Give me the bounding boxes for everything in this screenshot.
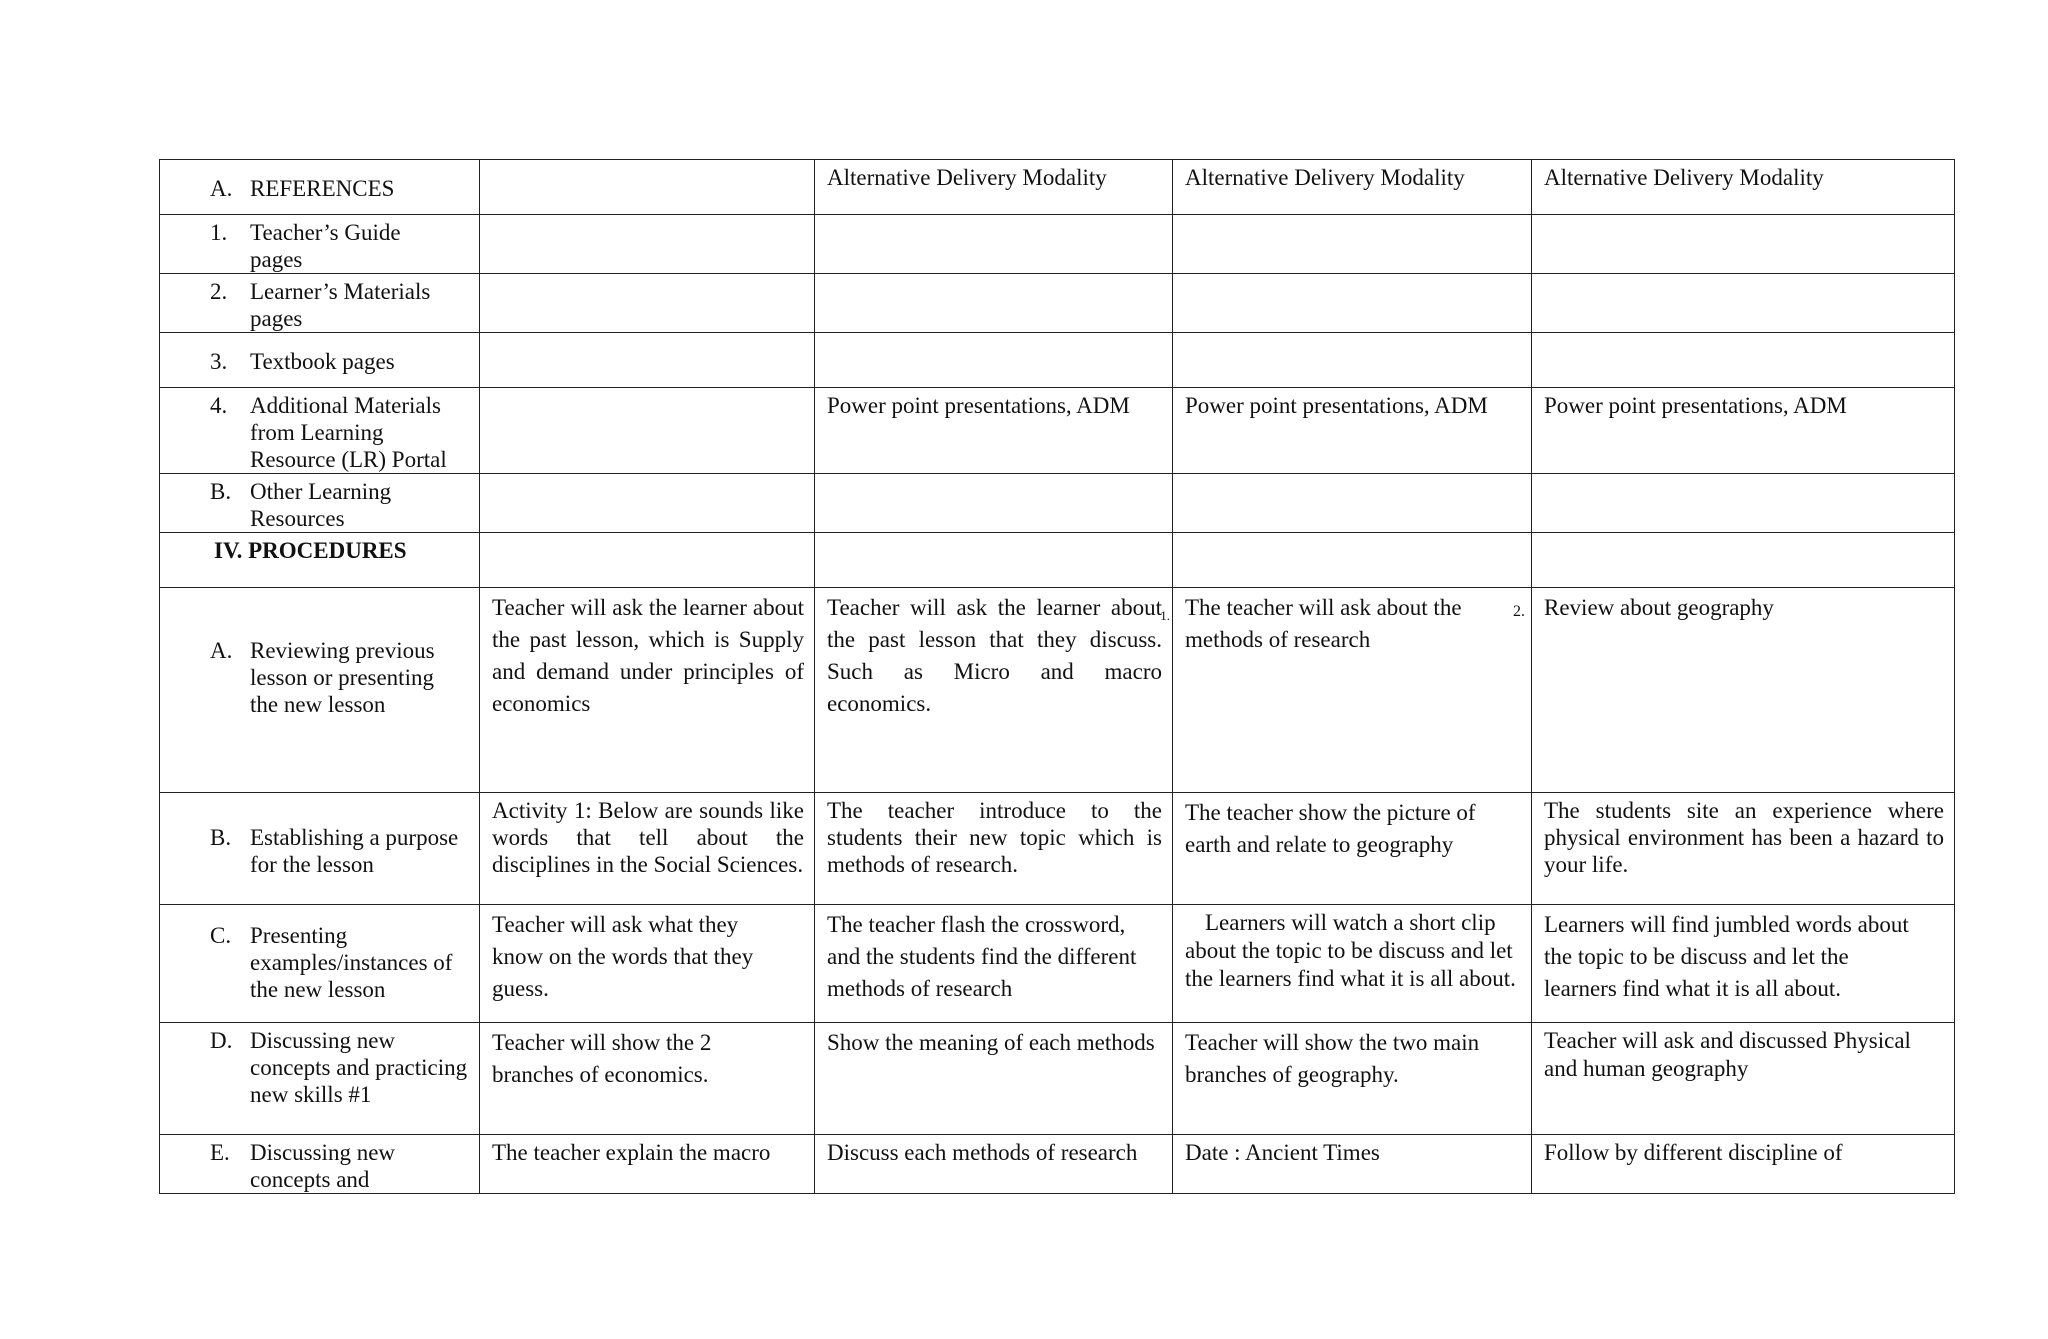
table-cell: [815, 333, 1173, 388]
footnote-marker: 2.: [1513, 603, 1525, 620]
table-cell: Review about geography: [1532, 588, 1955, 793]
row-label: Discussing new concepts and: [250, 1140, 396, 1192]
table-row: [160, 333, 1955, 388]
row-label-cell: [160, 588, 480, 793]
table-row: [160, 588, 1955, 793]
table-cell: [480, 333, 815, 388]
table-cell: [480, 533, 815, 588]
table-cell: [1532, 274, 1955, 333]
row-label-cell: [160, 333, 480, 388]
table-row: [160, 1135, 1955, 1194]
table-cell: [480, 215, 815, 274]
table-cell: Learners will watch a short clip about the topic to be discuss and let the learners find what it is all about.: [1173, 905, 1532, 1023]
row-marker: B.: [210, 824, 232, 850]
table-cell: Alternative Delivery Modality: [1532, 160, 1955, 215]
table-cell: [1173, 588, 1532, 793]
table-cell: Show the meaning of each methods: [815, 1023, 1173, 1135]
table-cell: The teacher show the picture of earth and relate to geography: [1173, 793, 1532, 905]
row-marker: A.: [210, 176, 233, 201]
row-marker: A.: [210, 637, 233, 663]
table-cell: Teacher will ask the learner about the past lesson, which is Supply and demand under principles of economics: [480, 588, 815, 793]
table-row: [160, 533, 1955, 588]
table-cell: [815, 588, 1173, 793]
row-label-cell: [160, 793, 480, 905]
row-label: REFERENCES: [250, 176, 395, 201]
row-marker: 2.: [210, 279, 228, 304]
lesson-plan-table: [159, 159, 1955, 1194]
table-cell: [1173, 533, 1532, 588]
table-cell: Date : Ancient Times: [1173, 1135, 1532, 1194]
table-row: [160, 215, 1955, 274]
row-label: Learner’s Materials pages: [250, 279, 431, 331]
table-cell: Teacher will ask and discussed Physical and human geography: [1532, 1023, 1955, 1135]
table-cell: Power point presentations, ADM: [815, 388, 1173, 474]
row-label: Presenting examples/instances of the new lesson: [250, 923, 453, 1002]
row-label: Other Learning Resources: [250, 479, 392, 531]
table-cell: [1532, 474, 1955, 533]
table-cell: [1532, 533, 1955, 588]
row-label-cell: [160, 533, 480, 588]
table-cell: [1173, 274, 1532, 333]
row-marker: 3.: [210, 349, 228, 374]
table-row: [160, 388, 1955, 474]
row-label-cell: [160, 274, 480, 333]
table-cell: Discuss each methods of research: [815, 1135, 1173, 1194]
table-row: [160, 474, 1955, 533]
table-cell: Power point presentations, ADM: [1532, 388, 1955, 474]
table-cell: The teacher flash the crossword, and the students find the different methods of research: [815, 905, 1173, 1023]
table-cell: The students site an experience where physical environment has been a hazard to your life.: [1532, 793, 1955, 905]
row-label: Discussing new concepts and practicing new skills #1: [250, 1028, 468, 1107]
table-cell: [1173, 474, 1532, 533]
row-label: Additional Materials from Learning Resource (LR) Portal: [250, 393, 447, 472]
table-row: [160, 905, 1955, 1023]
table-row: [160, 160, 1955, 215]
table-cell: Alternative Delivery Modality: [1173, 160, 1532, 215]
table-cell: [480, 274, 815, 333]
cell-text: The teacher will ask about the methods of research: [1185, 595, 1462, 652]
table-cell: [480, 474, 815, 533]
row-label-cell: [160, 1135, 480, 1194]
table-cell: Teacher will ask what they know on the words that they guess.: [480, 905, 815, 1023]
row-label: Textbook pages: [250, 349, 395, 374]
cell-text: Teacher will ask the learner about the past lesson that they discuss. Such as Micro and macro economics.: [827, 595, 1162, 716]
section-heading: IV. PROCEDURES: [214, 538, 407, 563]
row-marker: E.: [210, 1140, 230, 1165]
table-cell: [815, 274, 1173, 333]
table-cell: Teacher will show the 2 branches of economics.: [480, 1023, 815, 1135]
table-cell: Teacher will show the two main branches of geography.: [1173, 1023, 1532, 1135]
table-row: [160, 274, 1955, 333]
row-label: Establishing a purpose for the lesson: [250, 824, 459, 877]
table-cell: The teacher introduce to the students their new topic which is methods of research.: [815, 793, 1173, 905]
row-label-cell: [160, 215, 480, 274]
table-cell: [1532, 215, 1955, 274]
table-cell: Power point presentations, ADM: [1173, 388, 1532, 474]
table-row: [160, 1023, 1955, 1135]
footnote-marker: 1.: [1160, 608, 1170, 623]
table-row: [160, 793, 1955, 905]
table-cell: Activity 1: Below are sounds like words that tell about the disciplines in the Social Sciences.: [480, 793, 815, 905]
row-marker: B.: [210, 479, 232, 504]
table-cell: [1173, 215, 1532, 274]
row-marker: C.: [210, 923, 232, 948]
row-label-cell: [160, 388, 480, 474]
row-label-cell: [160, 160, 480, 215]
table-cell: The teacher explain the macro: [480, 1135, 815, 1194]
row-marker: 1.: [210, 220, 228, 245]
table-cell: [815, 533, 1173, 588]
table-cell: [815, 215, 1173, 274]
table-cell: [480, 160, 815, 215]
row-marker: D.: [210, 1028, 233, 1053]
table-cell: [480, 388, 815, 474]
row-label: Reviewing previous lesson or presenting the new lesson: [250, 637, 435, 717]
table-cell: Follow by different discipline of: [1532, 1135, 1955, 1194]
row-label-cell: [160, 1023, 480, 1135]
row-label-cell: [160, 474, 480, 533]
row-marker: 4.: [210, 393, 228, 418]
table-cell: [1532, 333, 1955, 388]
table-cell: Alternative Delivery Modality: [815, 160, 1173, 215]
table-cell: [815, 474, 1173, 533]
row-label: Teacher’s Guide pages: [250, 220, 401, 272]
table-cell: Learners will find jumbled words about the topic to be discuss and let the learners find what it is all about.: [1532, 905, 1955, 1023]
row-label-cell: [160, 905, 480, 1023]
table-cell: [1173, 333, 1532, 388]
